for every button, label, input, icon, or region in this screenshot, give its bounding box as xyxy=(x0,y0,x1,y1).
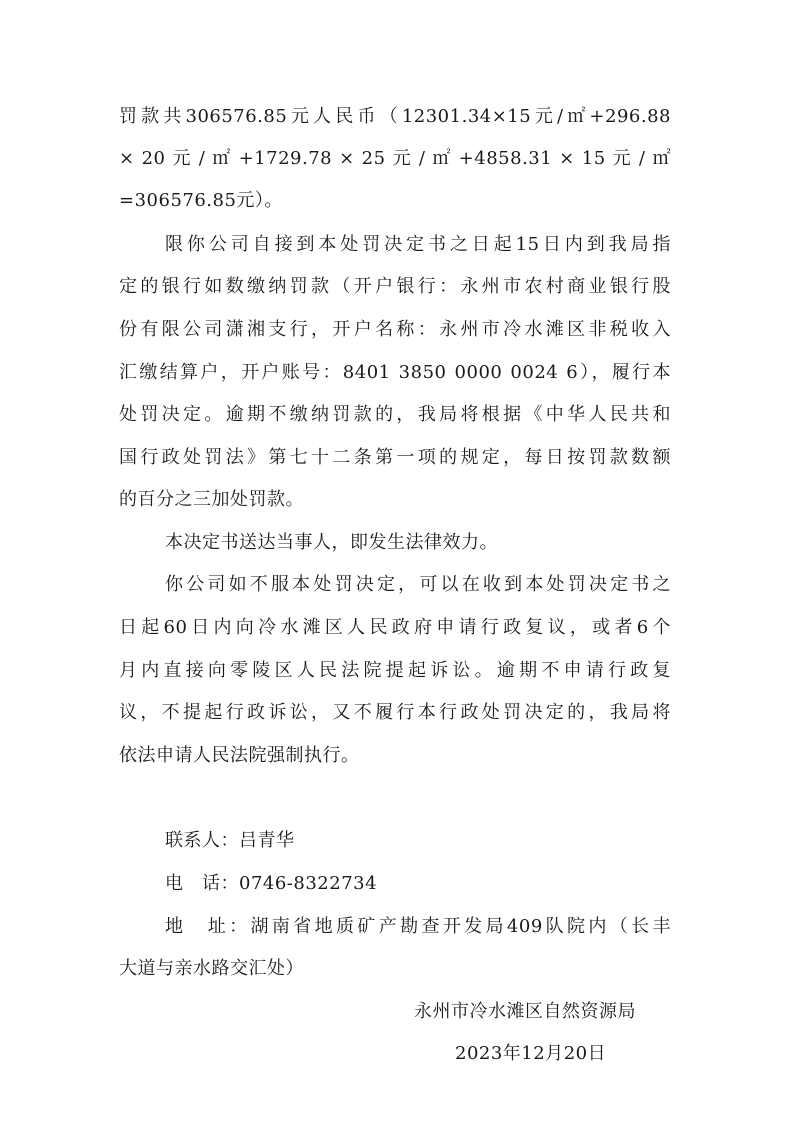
appeal-line-4: 议，不提起行政诉讼，又不履行本行政处罚决定的，我局将 xyxy=(119,702,671,723)
payment-line-7: 的百分之三加处罚款。 xyxy=(119,489,304,510)
contact-address-row xyxy=(165,916,671,938)
contact-address-line-2: 大道与亲水路交汇处） xyxy=(119,958,304,979)
payment-line-1: 限你公司自接到本处罚决定书之日起15日内到我局指 xyxy=(165,234,671,255)
fine-line-2: × 20 元 / ㎡ +1729.78 × 25 元 / ㎡ +4858.31 × 15 元 / ㎡ xyxy=(119,148,671,169)
appeal-line-1: 你公司如不服本处罚决定，可以在收到本处罚决定书之 xyxy=(165,574,671,595)
contact-phone-number: 0746-8322734 xyxy=(239,873,378,894)
payment-line-5: 处罚决定。逾期不缴纳罚款的，我局将根据《中华人民共和 xyxy=(119,404,671,425)
contact-phone-row xyxy=(165,873,377,895)
payment-line-2: 定的银行如数缴纳罚款（开户银行：永州市农村商业银行股 xyxy=(119,276,671,297)
issue-date: 2023年12月20日 xyxy=(455,1043,607,1064)
contact-person: 联系人：吕青华 xyxy=(165,830,295,851)
contact-address-label: 地 址： xyxy=(165,916,251,937)
payment-line-6: 国行政处罚法》第七十二条第一项的规定，每日按罚款数额 xyxy=(119,447,671,468)
fine-line-1: 罚款共306576.85元人民币（12301.34×15元/㎡+296.88 xyxy=(119,106,671,127)
appeal-line-3: 月内直接向零陵区人民法院提起诉讼。逾期不申请行政复 xyxy=(119,660,671,681)
appeal-line-5: 依法申请人民法院强制执行。 xyxy=(119,745,360,766)
payment-line-3: 份有限公司潇湘支行，开户名称：永州市冷水滩区非税收入 xyxy=(119,319,671,340)
payment-line-4: 汇缴结算户，开户账号：8401 3850 0000 0024 6），履行本 xyxy=(119,362,671,383)
issuing-organization: 永州市冷水滩区自然资源局 xyxy=(414,1001,636,1022)
effect-line-1: 本决定书送达当事人，即发生法律效力。 xyxy=(165,532,498,553)
appeal-line-2: 日起60日内向冷水滩区人民政府申请行政复议，或者6个 xyxy=(119,617,671,638)
contact-phone-label: 电 话： xyxy=(165,873,239,894)
fine-line-3: =306576.85元）。 xyxy=(119,190,283,211)
contact-address-line-1: 湖南省地质矿产勘查开发局409队院内（长丰 xyxy=(250,916,671,937)
